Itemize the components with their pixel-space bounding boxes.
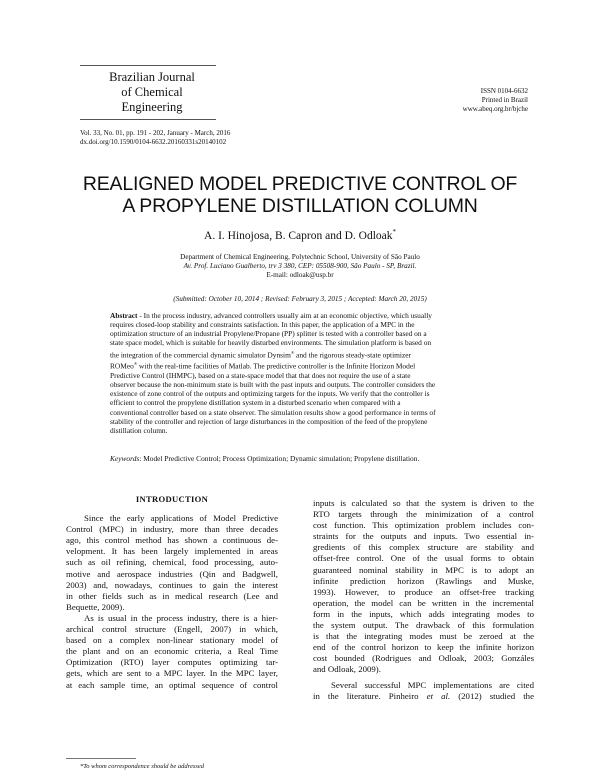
text-line: Since the early applications of Model Predictive xyxy=(84,513,278,524)
abstract-line: ROMeo® with the real-time facilities of Matlab. The predictive controller is the Infinite Horizon Model xyxy=(110,361,416,371)
journal-name-line: Engineering xyxy=(121,100,183,114)
title-line: REALIGNED MODEL PREDICTIVE CONTROL OF xyxy=(82,173,518,195)
text-line: end of the control horizon to keep the infinite horizon xyxy=(313,642,534,653)
abstract-line: state space model, which is suitable for heavily disturbed environments. The simulation platform is based on xyxy=(110,338,432,348)
volume-info: Vol. 33, No. 01, pp. 191 - 202, January - March, 2016 xyxy=(80,129,231,137)
footnote: *To whom correspondence should be addressed xyxy=(80,763,205,770)
affiliation-dept: Department of Chemical Engineering, Polytechnic School, University of São Paulo xyxy=(180,253,420,261)
intro-paragraph-2 xyxy=(66,613,278,691)
printed-in: Printed in Brazil xyxy=(481,96,528,104)
footnote-rule xyxy=(66,758,136,759)
text-line: gets, which are sent to a MPC layer. In the MPC layer, xyxy=(66,668,278,679)
text-line: archical control structure (Engell, 2007) in which, xyxy=(66,624,278,635)
text-line: Bequette, 2009). xyxy=(66,601,125,612)
text-line: at each sample time, an optimal sequence of control xyxy=(66,679,278,690)
text-line: ago, this control method has shown a continuous de- xyxy=(66,535,278,546)
corresponding-mark: * xyxy=(392,229,396,236)
text-line: such as oil refining, chemical, food processing, auto- xyxy=(66,557,278,568)
issn-block xyxy=(463,87,528,114)
text-line: velopment. It has been largely implemented in areas xyxy=(66,546,278,557)
text-line: 1993). However, to produce an offset-free tracking xyxy=(313,586,534,597)
text-line: and Odloak, 2009). xyxy=(313,664,381,675)
text-line: operation, the model can be written in the incremental xyxy=(313,597,534,608)
text-line: Control (MPC) in industry, more than three decades xyxy=(66,524,278,535)
text-line: the system output. The drawback of this formulation xyxy=(313,620,534,631)
authors xyxy=(0,229,600,242)
intro-paragraph-1 xyxy=(66,513,278,613)
abstract-line: efficient to control the propylene distillation system in a disturbed scenario when compared with a xyxy=(110,398,401,408)
doi[interactable]: dx.doi.org/10.1590/0104-6632.20160331s20140102 xyxy=(80,138,227,146)
abstract-line: Predictive Control (IHMPC), based on a state-space model that that does not require the use of a state xyxy=(110,370,411,380)
text-line: Optimization (RTO) layer computes optimizing tar- xyxy=(66,657,278,668)
journal-name-line: Brazilian Journal xyxy=(109,70,195,84)
title-line: A PROPYLENE DISTILLATION COLUMN xyxy=(122,195,478,217)
abstract-label: Abstract xyxy=(110,311,138,320)
left-column xyxy=(66,494,278,691)
journal-name xyxy=(88,70,216,115)
keywords-label: Keywords xyxy=(110,454,140,463)
affiliation xyxy=(0,253,600,280)
text-line: straints for the outputs and inputs. Two essential in- xyxy=(313,531,534,542)
text-line: offset-free control. One of the usual forms to obtain xyxy=(313,553,534,564)
header-top-rule xyxy=(80,65,216,66)
affiliation-address: Av. Prof. Luciano Gualberto, trv 3 380, CEP: 05508-900, São Paulo - SP, Brazil. xyxy=(183,262,417,270)
keywords-text: : Model Predictive Control; Process Optimization; Dynamic simulation; Propylene distillation. xyxy=(139,454,420,463)
abstract-line: the integration of the commercial dynamic simulator Dynsim® and the rigorous steady-state optimizer xyxy=(110,349,411,360)
journal-url[interactable]: www.abeq.org.br/bjche xyxy=(462,105,528,113)
text-line: cost bounded (Rodrigues and Odloak, 2003; Gonzáles xyxy=(313,653,534,664)
abstract-line: requires closed-loop stability and constraints satisfaction. In this paper, the application of a MPC in the xyxy=(110,320,415,330)
header-bottom-rule xyxy=(80,119,216,120)
right-column xyxy=(313,498,534,702)
abstract-line: distillation column. xyxy=(110,425,168,435)
text-line: the plant and on an economic criteria, a Real Time xyxy=(66,646,278,657)
abstract-line: observer because the non-minimum state is built with the past inputs and outputs. The controller considers the xyxy=(110,380,436,390)
text-line: in the literature. Pinheiro et al. (2012) studied the xyxy=(313,690,534,701)
text-line: Several successful MPC implementations are cited xyxy=(331,679,534,690)
text-line: 2003) and, nowadays, continues to gain the interest xyxy=(66,579,278,590)
text-line: As is usual in the process industry, there is a hier- xyxy=(84,612,278,623)
abstract-line: conventional controller based on a state observer. The simulation results show a good performance in terms of xyxy=(110,407,436,417)
issn: ISSN 0104-6632 xyxy=(480,87,528,95)
paper-title xyxy=(40,173,560,217)
text-line: guaranteed nominal stability in MPC is to adopt an xyxy=(313,564,534,575)
journal-name-line: of Chemical xyxy=(121,85,183,99)
text-line: infinite prediction horizon (Rawlings and Muske, xyxy=(313,575,534,586)
citation-block xyxy=(80,129,230,147)
abstract-line: optimization structure of an industrial Propylene/Propane (PP) splitter is tested with a controller based on a xyxy=(110,329,427,339)
text-line: RTO targets through the minimization of a control xyxy=(313,509,534,520)
abstract-line: existence of zone control of the outputs and optimizing targets for the inputs. We verify that the controller is xyxy=(110,389,430,399)
section-heading-introduction: INTRODUCTION xyxy=(135,494,209,504)
submission-dates: (Submitted: October 10, 2014 ; Revised: February 3, 2015 ; Accepted: March 20, 2015) xyxy=(173,295,427,303)
text-line: cost function. This optimization problem includes con- xyxy=(313,520,534,531)
text-line: based on a complex non-linear stationary model of xyxy=(66,635,278,646)
text-line: inputs is calculated so that the system is driven to the xyxy=(313,498,534,508)
text-line: in other fields such as in medical research (Lee and xyxy=(66,590,278,601)
text-line: is that the integrating modes must be zeroed at the xyxy=(313,631,534,642)
abstract-line: stability of the controller and rejection of large disturbances in the composition of the feed of the propylene xyxy=(110,416,428,426)
author-names: A. I. Hinojosa, B. Capron and D. Odloak xyxy=(204,229,393,242)
abstract-line: - In the process industry, advanced controllers usually aim at an economic objective, which usually xyxy=(137,311,432,320)
affiliation-email[interactable]: E-mail: odloak@usp.br xyxy=(266,271,334,279)
text-line: gredients of this complex structure are stability and xyxy=(313,542,534,553)
keywords xyxy=(110,454,510,463)
abstract xyxy=(110,311,504,435)
text-line: motive and aerospace industries (Qin and Badgwell, xyxy=(66,568,278,579)
text-line: form in the inputs, which adds integrating modes to xyxy=(313,608,534,619)
